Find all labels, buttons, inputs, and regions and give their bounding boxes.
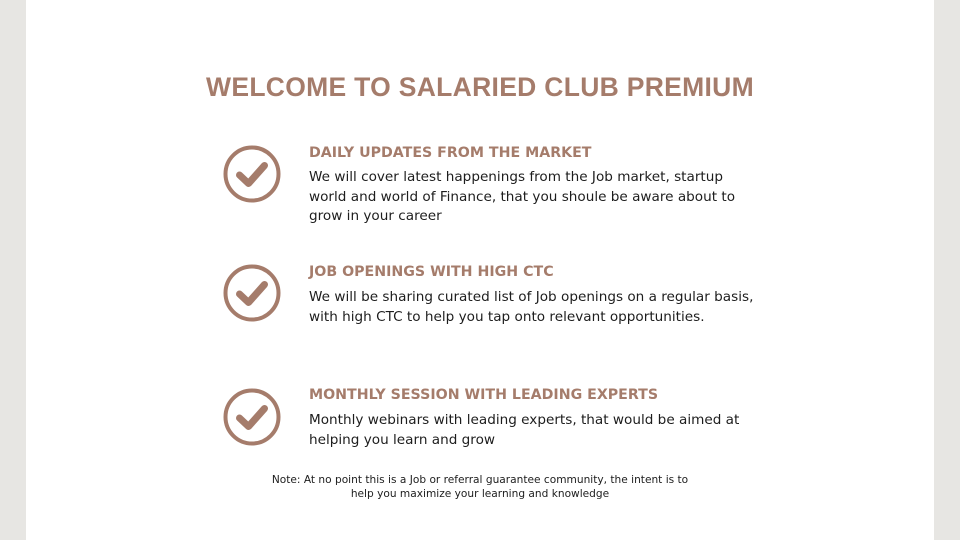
feature-title: JOB OPENINGS WITH HIGH CTC xyxy=(309,264,554,280)
feature-description: Monthly webinars with leading experts, that would be aimed at helping you learn and grow xyxy=(309,412,740,448)
feature-title: DAILY UPDATES FROM THE MARKET xyxy=(309,145,592,161)
note-line-1: Note: At no point this is a Job or referral guarantee community, the intent is to xyxy=(271,474,689,486)
disclaimer-note xyxy=(250,473,710,501)
feature-title: MONTHLY SESSION WITH LEADING EXPERTS xyxy=(309,387,659,403)
check-circle-icon xyxy=(223,388,281,446)
check-circle-icon xyxy=(223,145,281,203)
check-circle-icon xyxy=(223,264,281,322)
feature-description: We will cover latest happenings from the Job market, startup world and world of Finance, that you shoule be aware about to grow in your career xyxy=(309,169,736,224)
page-title: WELCOME TO SALARIED CLUB PREMIUM xyxy=(206,72,754,102)
feature-description: We will be sharing curated list of Job openings on a regular basis, with high CTC to help you tap onto relevant opportunities. xyxy=(309,289,754,325)
note-line-2: help you maximize your learning and knowledge xyxy=(350,488,610,500)
